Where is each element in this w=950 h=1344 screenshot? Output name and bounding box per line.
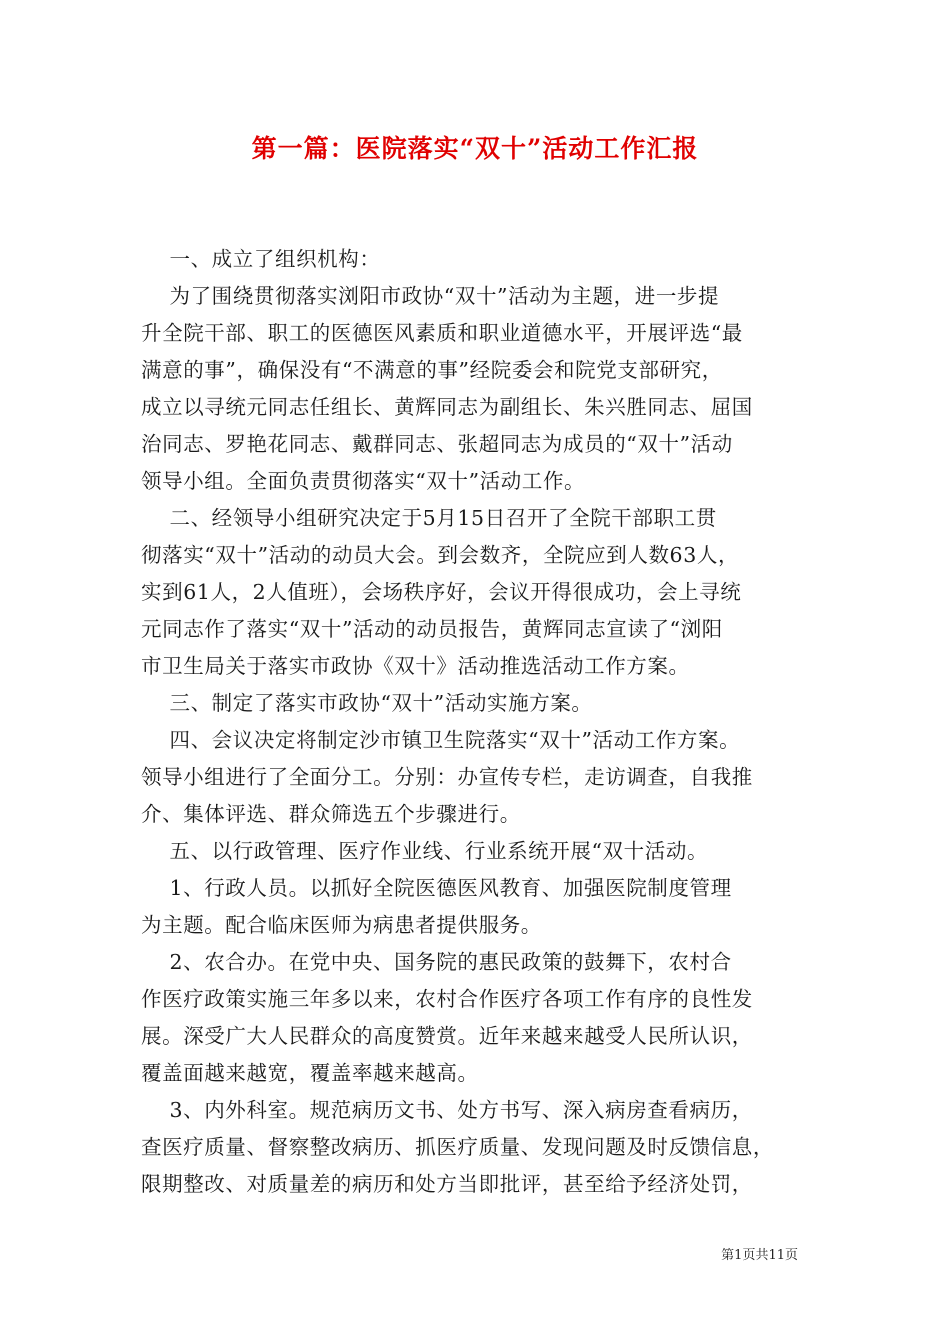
body-line: 成立以寻统元同志任组长、黄辉同志为副组长、朱兴胜同志、屈国 [141,395,753,419]
page-number: 第1页共11页 [721,1248,798,1263]
body-line: 三、制定了落实市政协“双十”活动实施方案。 [141,691,593,715]
body-line: 为了围绕贯彻落实浏阳市政协“双十”活动为主题，进一步提 [141,284,720,308]
body-line: 领导小组。全面负责贯彻落实“双十”活动工作。 [141,469,586,493]
body-line: 1、行政人员。以抓好全院医德医风教育、加强医院制度管理 [141,876,732,900]
body-line: 实到61人，2人值班），会场秩序好，会议开得很成功，会上寻统 [141,580,742,604]
body-line: 3、内外科室。规范病历文书、处方书写、深入病房查看病历， [141,1098,753,1122]
body-line: 四、会议决定将制定沙市镇卫生院落实“双十”活动工作方案。 [141,728,741,752]
body-line: 彻落实“双十”活动的动员大会。到会数齐，全院应到人数63人， [141,543,740,567]
body-line: 满意的事”，确保没有“不满意的事”经院委会和院党支部研究， [141,358,723,382]
body-line: 领导小组进行了全面分工。分别：办宣传专栏，走访调查，自我推 [141,765,753,789]
body-line: 介、集体评选、群众筛选五个步骤进行。 [141,802,521,826]
body-line: 元同志作了落实“双十”活动的动员报告，黄辉同志宣读了“浏阳 [141,617,723,641]
document-body [141,241,821,1203]
body-line: 查医疗质量、督察整改病历、抓医疗质量、发现问题及时反馈信息， [141,1135,774,1159]
body-line: 展。深受广大人民群众的高度赞赏。近年来越来越受人民所认识， [141,1024,753,1048]
body-line: 作医疗政策实施三年多以来，农村合作医疗各项工作有序的良性发 [141,987,753,1011]
body-line: 为主题。配合临床医师为病患者提供服务。 [141,913,542,937]
body-line: 五、以行政管理、医疗作业线、行业系统开展“双十活动。 [141,839,709,863]
body-line: 二、经领导小组研究决定于5月15日召开了全院干部职工贯 [141,506,717,530]
document-title: 第一篇：医院落实“双十”活动工作汇报 [251,134,699,163]
body-line: 限期整改、对质量差的病历和处方当即批评，甚至给予经济处罚， [141,1172,753,1196]
body-line: 治同志、罗艳花同志、戴群同志、张超同志为成员的“双十”活动 [141,432,733,456]
body-line: 一、成立了组织机构： [141,247,381,271]
body-line: 升全院干部、职工的医德医风素质和职业道德水平，开展评选“最 [141,321,743,345]
body-line: 覆盖面越来越宽，覆盖率越来越高。 [141,1061,479,1085]
body-line: 市卫生局关于落实市政协《双十》活动推选活动工作方案。 [141,654,690,678]
body-line: 2、农合办。在党中央、国务院的惠民政策的鼓舞下，农村合 [141,950,732,974]
